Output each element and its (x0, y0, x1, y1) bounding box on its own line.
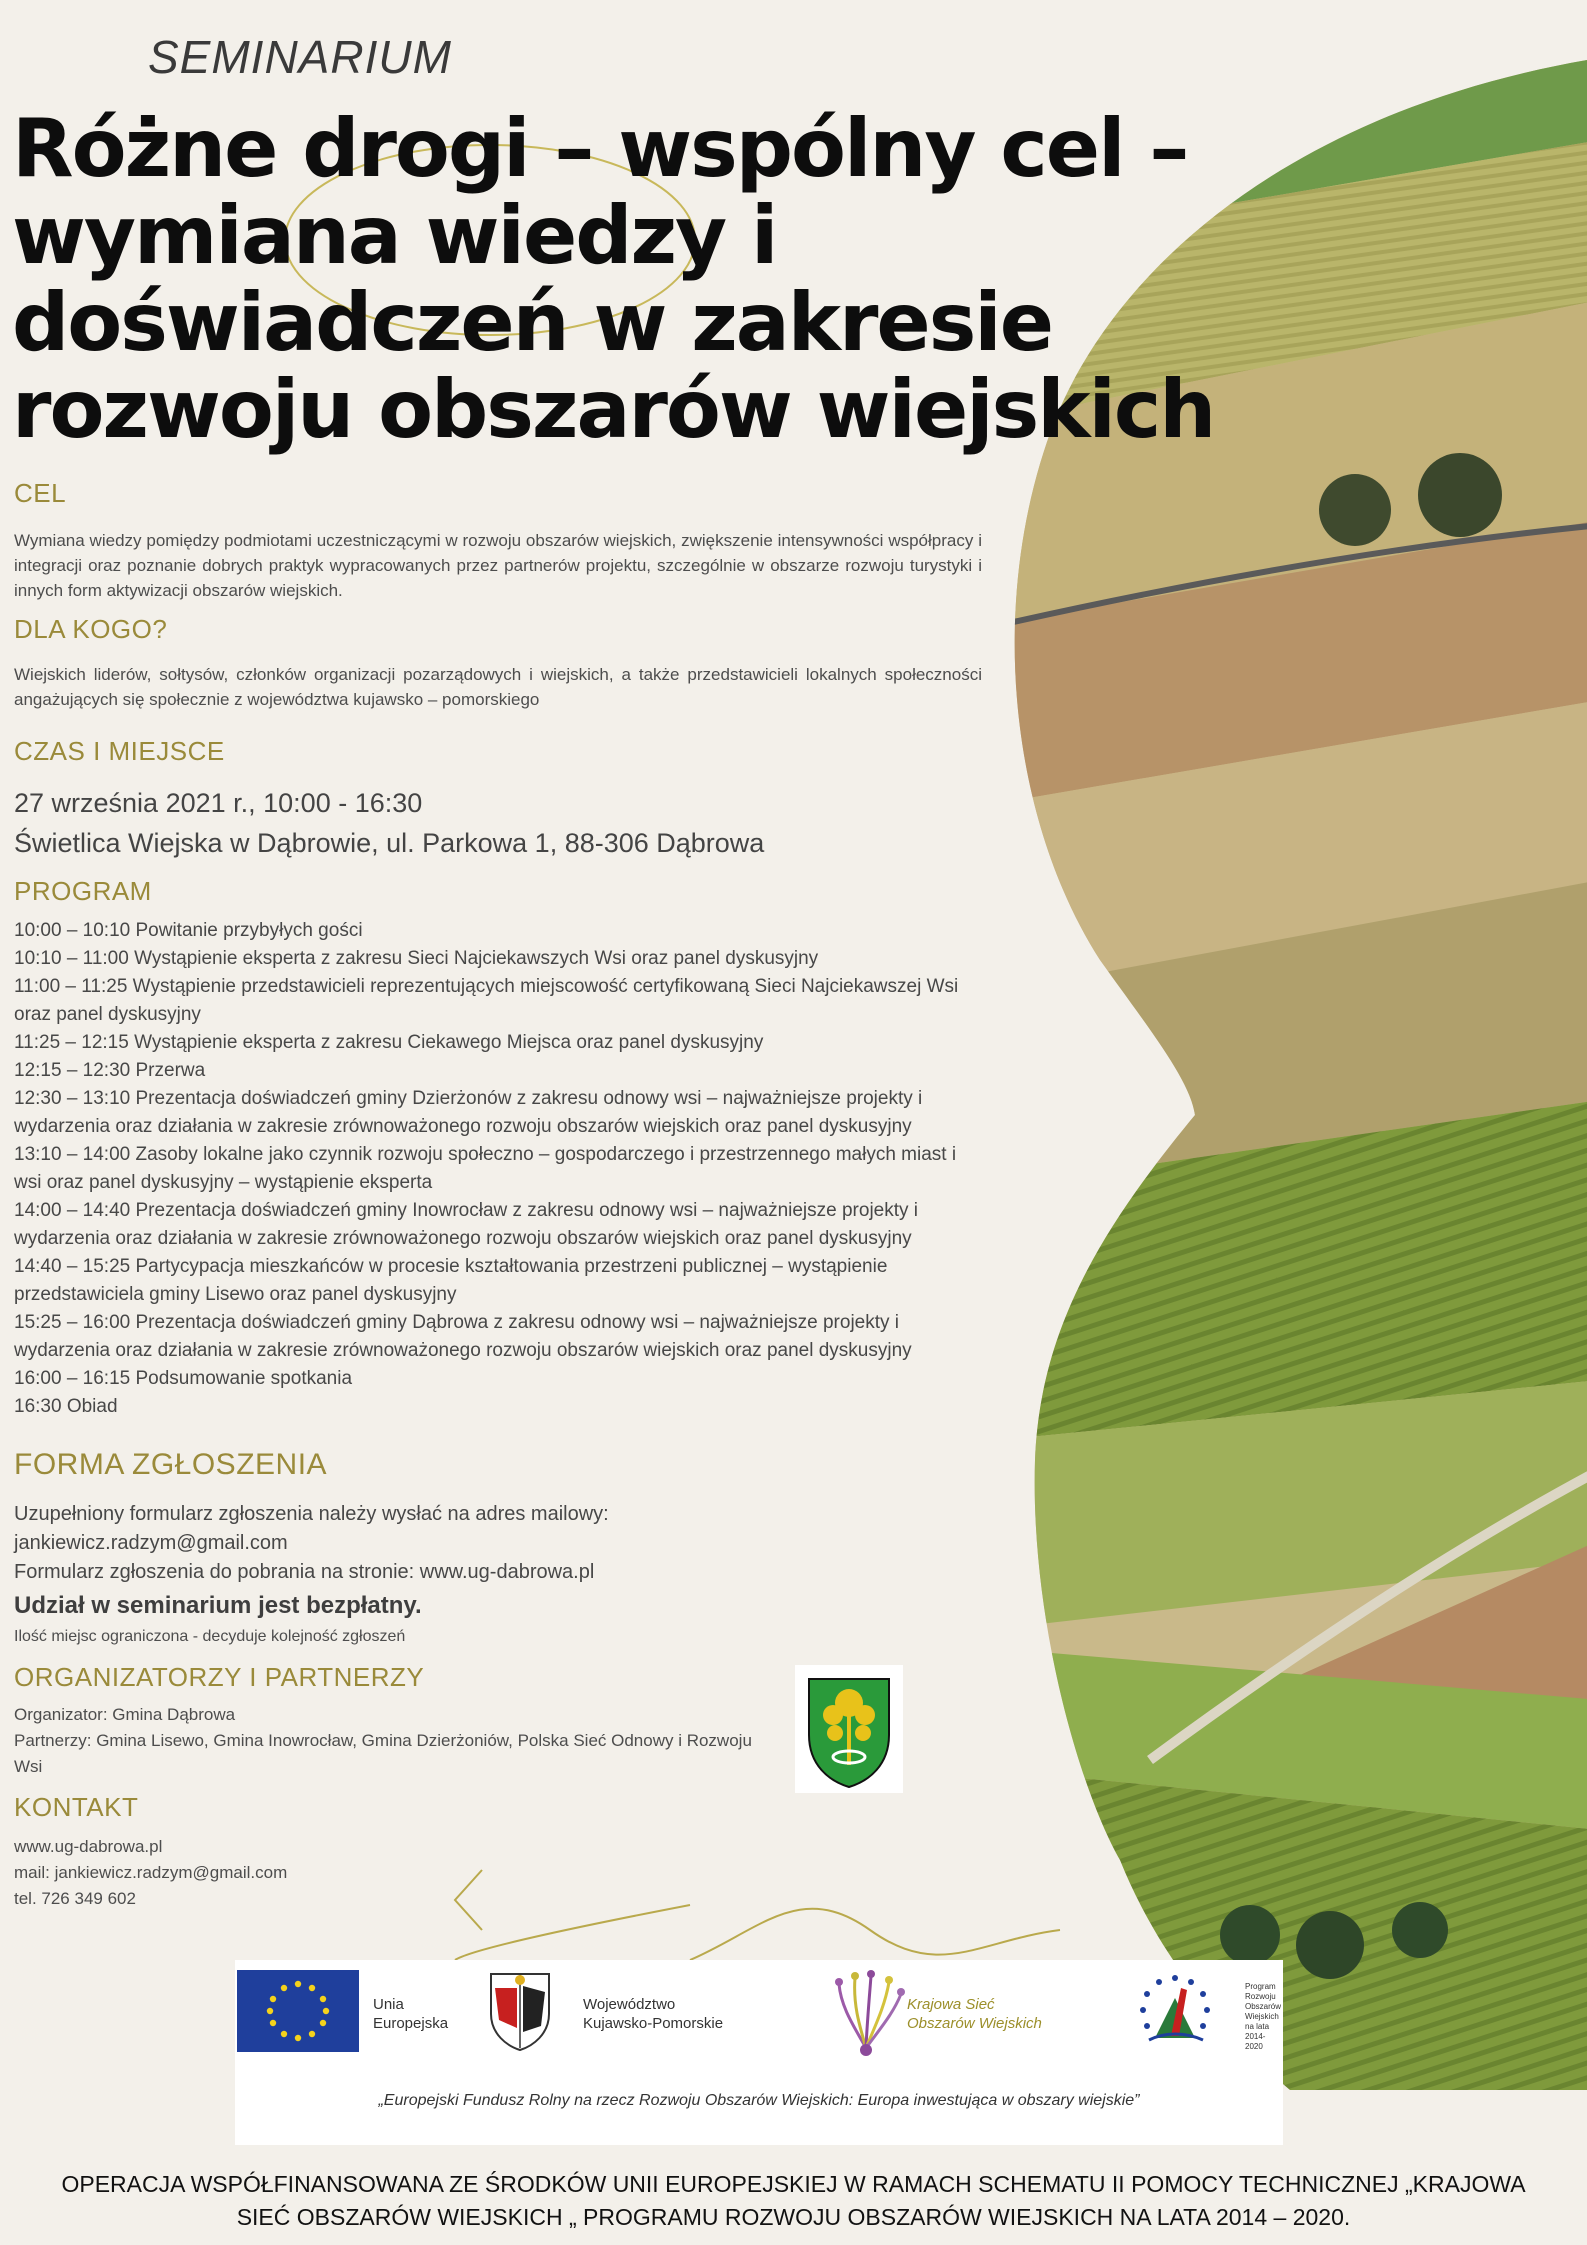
registration-line: Uzupełniony formularz zgłoszenia należy wysłać na adres mailowy: (14, 1503, 609, 1525)
cofinancing-footer (20, 2168, 1567, 2234)
program-item: 15:25 – 16:00 Prezentacja doświadczeń gminy Dąbrowa z zakresu odnowy wsi – najważniejsze projekty i (14, 1312, 900, 1333)
title-line: wymiana wiedzy i (12, 189, 777, 282)
eu-flag-icon (237, 1970, 359, 2052)
program-item: 10:10 – 11:00 Wystąpienie eksperta z zakresu Sieci Najciekawszych Wsi oraz panel dyskusyjny (14, 948, 819, 969)
time-place-heading: CZAS I MIEJSCE (14, 736, 225, 766)
region-crest-icon (485, 1968, 555, 2052)
program-item: przedstawiciela gminy Lisewo oraz panel dyskusyjny (14, 1284, 457, 1305)
title-line: doświadczeń w zakresie (12, 276, 1052, 369)
free-participation: Udział w seminarium jest bezpłatny. (14, 1592, 422, 1619)
program-item: 13:10 – 14:00 Zasoby lokalne jako czynnik rozwoju społeczno – gospodarczego i przestrzennego małych miast i (14, 1144, 957, 1165)
event-place: Świetlica Wiejska w Dąbrowie, ul. Parkowa 1, 88-306 Dąbrowa (14, 828, 765, 858)
seminar-kicker: SEMINARIUM (148, 31, 452, 83)
program-item: 12:15 – 12:30 Przerwa (14, 1060, 206, 1081)
ksow-label (907, 1995, 1042, 2033)
program-list (14, 917, 1024, 1421)
organizers-text (14, 1702, 774, 1780)
region-label-line: Województwo (583, 1996, 676, 2013)
organizers-heading: ORGANIZATORZY I PARTNERZY (14, 1662, 425, 1692)
prow-label-line: na lata 2014-2020 (1245, 2022, 1270, 2051)
dabrowa-crest (795, 1665, 903, 1793)
eu-label (373, 1995, 448, 2033)
registration-email: jankiewicz.radzym@gmail.com (14, 1532, 288, 1554)
prow-label (1245, 1982, 1283, 2052)
region-label-line: Kujawsko-Pomorskie (583, 2015, 724, 2032)
event-title (12, 102, 1282, 456)
program-item: 14:00 – 14:40 Prezentacja doświadczeń gminy Inowrocław z zakresu odnowy wsi – najważniejsze projekty i (14, 1200, 919, 1221)
limited-seats-note: Ilość miejsc ograniczona - decyduje kolejność zgłoszeń (14, 1628, 406, 1645)
program-item: 10:00 – 10:10 Powitanie przybyłych gości (14, 920, 363, 941)
footer-line: OPERACJA WSPÓŁFINANSOWANA ZE ŚRODKÓW UNII EUROPEJSKIEJ W RAMACH SCHEMATU II POMOCY TECHNICZNEJ „KRAJOWA (61, 2171, 1526, 2197)
region-label (583, 1995, 723, 2033)
contact-website: www.ug-dabrowa.pl (14, 1837, 163, 1856)
audience-heading: DLA KOGO? (14, 614, 168, 644)
ksow-label-line: Obszarów Wiejskich (907, 2015, 1042, 2032)
goal-text: Wymiana wiedzy pomiędzy podmiotami uczestniczącymi w rozwoju obszarów wiejskich, zwiększenie intensywności współpracy i integracji oraz poznanie dobrych praktyk wypracowanych przez partnerów projektu, szczególnie w obszarze rozwoju turystyki i innych form aktywizacji obszarów wiejskich. (14, 531, 982, 600)
program-item: 16:00 – 16:15 Podsumowanie spotkania (14, 1368, 353, 1389)
program-item: 12:30 – 13:10 Prezentacja doświadczeń gminy Dzierżonów z zakresu odnowy wsi – najważniejsze projekty i (14, 1088, 923, 1109)
eu-label-line: Europejska (373, 2015, 449, 2032)
program-heading: PROGRAM (14, 876, 152, 906)
fund-slogan: „Europejski Fundusz Rolny na rzecz Rozwoju Obszarów Wiejskich: Europa inwestująca w obszary wiejskie” (378, 2092, 1140, 2109)
prow-logo-icon (1125, 1968, 1225, 2058)
footer-line: SIEĆ OBSZARÓW WIEJSKICH „ PROGRAMU ROZWOJU OBSZARÓW WIEJSKICH NA LATA 2014 – 2020. (236, 2204, 1351, 2230)
program-item: 11:25 – 12:15 Wystąpienie eksperta z zakresu Ciekawego Miejsca oraz panel dyskusyjny (14, 1032, 764, 1053)
prow-label-line: Rozwoju (1245, 1992, 1276, 2001)
program-item: wsi oraz panel dyskusyjny – wystąpienie eksperta (14, 1172, 433, 1193)
eu-label-line: Unia (373, 1996, 404, 2013)
contact-heading: KONTAKT (14, 1792, 139, 1822)
audience-text: Wiejskich liderów, sołtysów, członków organizacji pozarządowych i wiejskich, a także przedstawicieli lokalnych społeczności angażujących się społecznie z województwa kujawsko – pomorskiego (14, 665, 982, 709)
registration-form-line: Formularz zgłoszenia do pobrania na stronie: www.ug-dabrowa.pl (14, 1561, 595, 1583)
contact-phone: tel. 726 349 602 (14, 1889, 136, 1908)
goal-heading: CEL (14, 478, 67, 508)
program-item: 14:40 – 15:25 Partycypacja mieszkańców w procesie kształtowania przestrzeni publicznej – wystąpienie (14, 1256, 888, 1277)
title-line: rozwoju obszarów wiejskich (12, 363, 1215, 456)
contact-details (14, 1834, 287, 1912)
prow-label-line: Program (1245, 1982, 1276, 1991)
prow-label-line: Obszarów (1245, 2002, 1282, 2011)
prow-label-line: Wiejskich (1245, 2012, 1279, 2021)
funding-logos (235, 1960, 1283, 2145)
organizer-line: Organizator: Gmina Dąbrowa (14, 1705, 236, 1724)
registration-heading: FORMA ZGŁOSZENIA (14, 1448, 328, 1481)
ksow-logo-icon (825, 1968, 907, 2058)
program-item: wydarzenia oraz działania w zakresie zrównoważonego rozwoju obszarów wiejskich oraz panel dyskusyjny (14, 1340, 912, 1361)
program-item: wydarzenia oraz działania w zakresie zrównoważonego rozwoju obszarów wiejskich oraz panel dyskusyjny (14, 1228, 912, 1249)
program-item: 16:30 Obiad (14, 1396, 118, 1417)
program-item: wydarzenia oraz działania w zakresie zrównoważonego rozwoju obszarów wiejskich oraz panel dyskusyjny (14, 1116, 912, 1137)
title-line: Różne drogi – wspólny cel – (12, 102, 1188, 195)
event-date: 27 września 2021 r., 10:00 - 16:30 (14, 788, 423, 818)
contact-mail: mail: jankiewicz.radzym@gmail.com (14, 1863, 288, 1882)
ksow-label-line: Krajowa Sieć (907, 1996, 995, 2013)
program-item: 11:00 – 11:25 Wystąpienie przedstawicieli reprezentujących miejscowość certyfikowaną Sieci Najciekawszej Wsi (14, 976, 959, 997)
program-item: oraz panel dyskusyjny (14, 1004, 201, 1025)
partners-line: Partnerzy: Gmina Lisewo, Gmina Inowrocław, Gmina Dzierżoniów, Polska Sieć Odnowy i Rozwoju Wsi (14, 1731, 752, 1776)
